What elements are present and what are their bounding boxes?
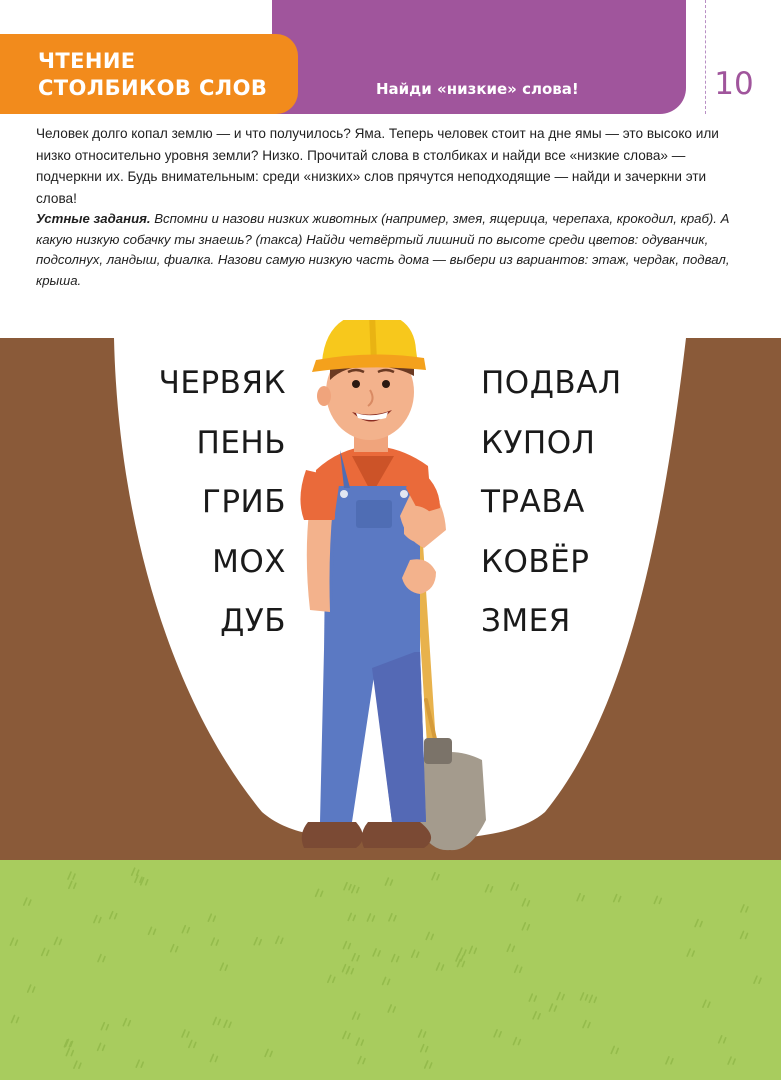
word-right-4: КОВЁР bbox=[481, 544, 590, 580]
intro-text: Человек долго копал землю — и что получилось? Яма. Теперь человек стоит на дне ямы — это высоко или низко относительно уровня земли? Низко. Прочитай слова в столбиках и найди все «низкие слова» — подчеркни их. Будь внимательным: среди «низких» слов прячутся неподходящие — найди и зачеркни эти слова! bbox=[36, 126, 719, 206]
word-right-2: КУПОЛ bbox=[481, 425, 596, 461]
pit-scene bbox=[0, 320, 781, 1080]
oral-tasks-label: Устные задания. bbox=[36, 211, 151, 226]
word-right-1: ПОДВАЛ bbox=[481, 365, 622, 401]
grass-icon bbox=[0, 860, 781, 1080]
word-right-3: ТРАВА bbox=[481, 484, 585, 520]
word-left-3: ГРИБ bbox=[201, 484, 286, 520]
oral-tasks bbox=[36, 209, 747, 291]
section-title: ЧТЕНИЕ СТОЛБИКОВ СЛОВ bbox=[38, 49, 268, 100]
page-divider bbox=[705, 0, 706, 114]
oral-tasks-text: Вспомни и назови низких животных (например, змея, ящерица, черепаха, крокодил, краб). А какую низкую собачку ты знаешь? (такса) Найди четвёртый лишний по высоте среди цветов: одуванчик, подсолнух, ландыш, фиалка. Назови самую низкую часть дома — выбери из вариантов: этаж, чердак, подвал, крыша. bbox=[36, 211, 730, 288]
scene-illustration bbox=[0, 320, 781, 1080]
page-number: 10 bbox=[714, 66, 754, 102]
word-left-5: ДУБ bbox=[220, 603, 286, 639]
task-subtitle: Найди «низкие» слова! bbox=[376, 80, 579, 98]
word-left-1: ЧЕРВЯК bbox=[158, 365, 286, 401]
word-left-4: МОХ bbox=[212, 544, 286, 580]
word-left-2: ПЕНЬ bbox=[196, 425, 286, 461]
worker-with-shovel-icon bbox=[300, 320, 486, 850]
word-right-5: ЗМЕЯ bbox=[481, 603, 571, 639]
